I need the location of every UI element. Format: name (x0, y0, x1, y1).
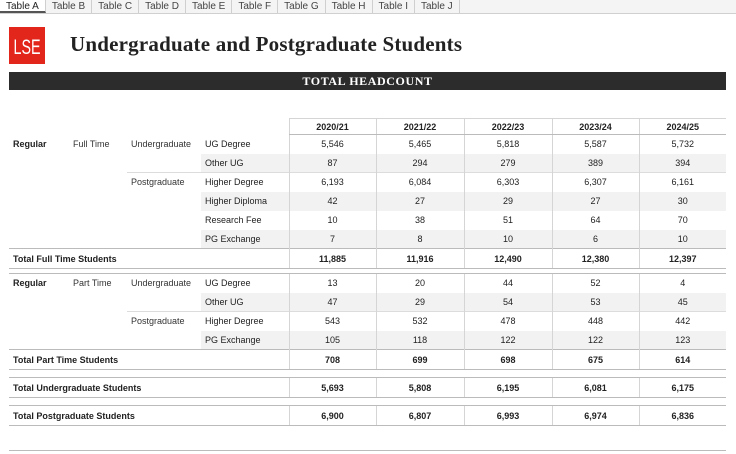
headcount-table (9, 118, 726, 426)
value-cell: 6,193 (289, 173, 376, 192)
value-cell: 543 (289, 312, 376, 331)
section-banner: TOTAL HEADCOUNT (9, 72, 726, 90)
total-cell: 12,490 (464, 249, 552, 269)
total-row (9, 378, 726, 398)
value-cell: 105 (289, 331, 376, 350)
value-cell: 5,546 (289, 135, 376, 154)
year-header: 2024/25 (639, 119, 726, 135)
table-row (9, 154, 726, 173)
logo-text: LSE (13, 35, 41, 59)
value-cell: 6,303 (464, 173, 552, 192)
value-cell: 478 (464, 312, 552, 331)
total-cell: 5,693 (289, 378, 376, 398)
attendance-label: Full Time (73, 139, 110, 149)
divider (9, 450, 726, 451)
value-cell: 52 (552, 274, 639, 293)
total-row (9, 249, 726, 269)
total-cell: 708 (289, 350, 376, 370)
total-label: Total Undergraduate Students (9, 378, 289, 398)
mode-label: Regular (9, 274, 69, 293)
value-cell: 123 (639, 331, 726, 350)
value-cell: 10 (464, 230, 552, 249)
subcategory-label: Higher Diploma (201, 192, 289, 211)
value-cell: 6,161 (639, 173, 726, 192)
value-cell: 30 (639, 192, 726, 211)
page-title: Undergraduate and Postgraduate Students (70, 32, 463, 56)
value-cell: 532 (376, 312, 464, 331)
value-cell: 279 (464, 154, 552, 173)
total-cell: 6,175 (639, 378, 726, 398)
value-cell: 448 (552, 312, 639, 331)
table-row (9, 331, 726, 350)
total-cell: 699 (376, 350, 464, 370)
lse-logo (9, 27, 45, 64)
total-cell: 6,836 (639, 406, 726, 426)
total-cell: 6,974 (552, 406, 639, 426)
value-cell: 27 (552, 192, 639, 211)
value-cell: 8 (376, 230, 464, 249)
total-label: Total Full Time Students (9, 249, 289, 269)
value-cell: 13 (289, 274, 376, 293)
value-cell: 6 (552, 230, 639, 249)
subcategory-label: UG Degree (201, 274, 289, 293)
value-cell: 10 (639, 230, 726, 249)
subcategory-label: Higher Degree (201, 312, 289, 331)
total-cell: 11,916 (376, 249, 464, 269)
value-cell: 294 (376, 154, 464, 173)
value-cell: 70 (639, 211, 726, 230)
header-row (9, 119, 726, 135)
table-row (9, 293, 726, 312)
value-cell: 4 (639, 274, 726, 293)
value-cell: 87 (289, 154, 376, 173)
tab-table-j[interactable]: Table J (415, 0, 460, 13)
table-row (9, 230, 726, 249)
subcategory-label: Other UG (201, 293, 289, 312)
value-cell: 5,587 (552, 135, 639, 154)
lse-logo-mark (12, 33, 42, 59)
total-cell: 675 (552, 350, 639, 370)
attendance-label: Part Time (69, 274, 127, 293)
value-cell: 44 (464, 274, 552, 293)
year-header: 2020/21 (289, 119, 376, 135)
table-row (9, 274, 726, 293)
total-cell: 698 (464, 350, 552, 370)
mode-label: Regular (13, 139, 47, 149)
year-header: 2022/23 (464, 119, 552, 135)
subcategory-label: Other UG (201, 154, 289, 173)
subcategory-label: Research Fee (205, 215, 262, 225)
table-row (9, 312, 726, 331)
value-cell: 394 (639, 154, 726, 173)
total-cell: 6,993 (464, 406, 552, 426)
tab-table-a[interactable]: Table A (0, 0, 46, 13)
total-cell: 6,081 (552, 378, 639, 398)
tab-table-e[interactable]: Table E (186, 0, 232, 13)
total-label: Total Postgraduate Students (9, 406, 289, 426)
value-cell: 122 (552, 331, 639, 350)
tab-table-g[interactable]: Table G (278, 0, 325, 13)
subcategory-label: PG Exchange (201, 331, 289, 350)
total-cell: 6,807 (376, 406, 464, 426)
value-cell: 10 (289, 211, 376, 230)
value-cell: 29 (464, 192, 552, 211)
year-header: 2021/22 (376, 119, 464, 135)
tab-table-b[interactable]: Table B (46, 0, 92, 13)
value-cell: 5,465 (376, 135, 464, 154)
value-cell: 45 (639, 293, 726, 312)
value-cell: 6,084 (376, 173, 464, 192)
value-cell: 47 (289, 293, 376, 312)
tab-table-f[interactable]: Table F (232, 0, 278, 13)
value-cell: 6,307 (552, 173, 639, 192)
value-cell: 27 (376, 192, 464, 211)
total-cell: 12,397 (639, 249, 726, 269)
level-label: Undergraduate (127, 274, 201, 293)
level-label: Undergraduate (131, 139, 192, 149)
value-cell: 389 (552, 154, 639, 173)
total-cell: 6,195 (464, 378, 552, 398)
total-cell: 614 (639, 350, 726, 370)
total-row (9, 406, 726, 426)
value-cell: 53 (552, 293, 639, 312)
value-cell: 20 (376, 274, 464, 293)
tab-table-c[interactable]: Table C (92, 0, 139, 13)
value-cell: 5,732 (639, 135, 726, 154)
total-cell: 5,808 (376, 378, 464, 398)
total-cell: 6,900 (289, 406, 376, 426)
tab-table-d[interactable]: Table D (139, 0, 186, 13)
year-header: 2023/24 (552, 119, 639, 135)
subcategory-label: UG Degree (205, 139, 251, 149)
table-row (9, 192, 726, 211)
total-cell: 11,885 (289, 249, 376, 269)
level-label: Postgraduate (127, 312, 201, 331)
value-cell: 118 (376, 331, 464, 350)
value-cell: 29 (376, 293, 464, 312)
value-cell: 442 (639, 312, 726, 331)
subcategory-label: Higher Degree (201, 173, 289, 192)
total-row (9, 350, 726, 370)
tab-table-i[interactable]: Table I (373, 0, 415, 13)
value-cell: 38 (376, 211, 464, 230)
tab-table-h[interactable]: Table H (326, 0, 373, 13)
table-row (9, 135, 726, 154)
total-label: Total Part Time Students (9, 350, 289, 370)
value-cell: 54 (464, 293, 552, 312)
level-label: Postgraduate (127, 173, 201, 192)
value-cell: 5,818 (464, 135, 552, 154)
value-cell: 122 (464, 331, 552, 350)
tab-bar (0, 0, 736, 14)
table-row (9, 173, 726, 192)
table-row (9, 211, 726, 230)
total-cell: 12,380 (552, 249, 639, 269)
subcategory-label: PG Exchange (201, 230, 289, 249)
value-cell: 64 (552, 211, 639, 230)
value-cell: 42 (289, 192, 376, 211)
value-cell: 7 (289, 230, 376, 249)
value-cell: 51 (464, 211, 552, 230)
